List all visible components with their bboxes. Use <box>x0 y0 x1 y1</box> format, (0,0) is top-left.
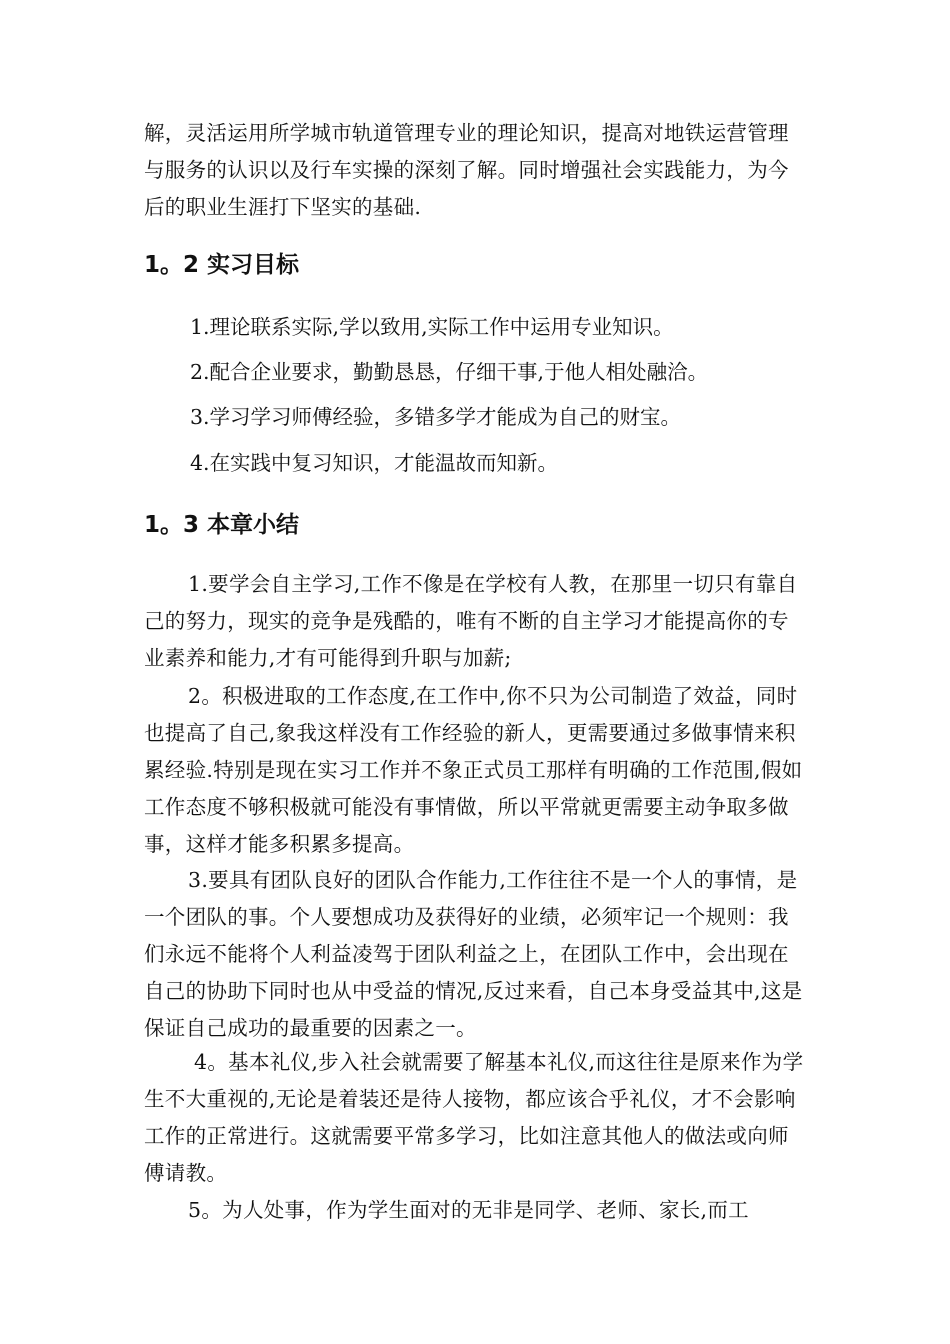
goals-heading: 1。2 实习目标 <box>144 252 300 278</box>
goal-item-1: 1.理论联系实际,学以致用,实际工作中运用专业知识。 <box>190 315 674 339</box>
goal-item-2: 2.配合企业要求，勤勤恳恳，仔细干事,于他人相处融洽。 <box>190 360 709 384</box>
intro-paragraph: 解，灵活运用所学城市轨道管理专业的理论知识，提高对地铁运营管理与服务的认识以及行车实操的深刻了解。同时增强社会实践能力，为今后的职业生涯打下坚实的基础. <box>144 121 789 219</box>
summary-paragraph-4: 4。基本礼仪,步入社会就需要了解基本礼仪,而这往往是原来作为学生不大重视的,无论是着装还是待人接物，都应该合乎礼仪，才不会影响工作的正常进行。这就需要平常多学习，比如注意其他人的做法或向师傅请教。 <box>144 1050 804 1185</box>
summary-paragraph-5: 5。为人处事，作为学生面对的无非是同学、老师、家长,而工 <box>188 1198 749 1222</box>
summary-paragraph-3: 3.要具有团队良好的团队合作能力,工作往往不是一个人的事情，是一个团队的事。个人要想成功及获得好的业绩，必须牢记一个规则：我们永远不能将个人利益凌驾于团队利益之上，在团队工作中，会出现在自己的协助下同时也从中受益的情况,反过来看，自己本身受益其中,这是保证自己成功的最重要的因素之一。 <box>144 868 803 1040</box>
summary-paragraph-2: 2。积极进取的工作态度,在工作中,你不只为公司制造了效益，同时也提高了自己,象我这样没有工作经验的新人，更需要通过多做事情来积累经验.特别是现在实习工作并不象正式员工那样有明确的工作范围,假如工作态度不够积极就可能没有事情做，所以平常就更需要主动争取多做事，这样才能多积累多提高。 <box>144 684 803 856</box>
summary-heading: 1。3 本章小结 <box>144 512 300 538</box>
summary-paragraph-1: 1.要学会自主学习,工作不像是在学校有人教，在那里一切只有靠自己的努力，现实的竞争是残酷的，唯有不断的自主学习才能提高你的专业素养和能力,才有可能得到升职与加薪; <box>144 572 798 670</box>
goal-item-3: 3.学习学习师傅经验，多错多学才能成为自己的财宝。 <box>190 405 682 429</box>
goal-item-4: 4.在实践中复习知识，才能温故而知新。 <box>190 451 559 475</box>
